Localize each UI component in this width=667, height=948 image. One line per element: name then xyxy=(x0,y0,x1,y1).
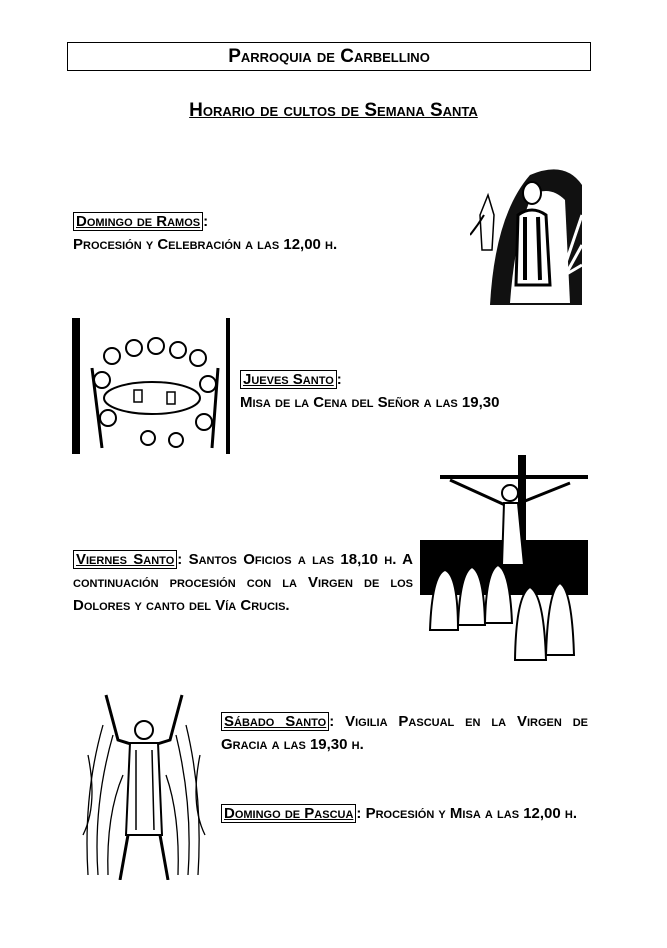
resurrection-illustration xyxy=(78,685,210,880)
event-good-friday: Viernes Santo : Santos Oficios a las 18,10 h. A continuación procesión con la Virgen de los Dolores y canto del Vía Crucis. xyxy=(73,551,413,614)
event-day: Domingo de Ramos xyxy=(73,212,203,231)
event-holy-thursday: Jueves Santo : Misa de la Cena del Señor a las 19,30 xyxy=(240,368,600,414)
event-holy-saturday: Sábado Santo : Vigilia Pascual en la Virgen de Gracia a las 19,30 h. xyxy=(221,713,588,753)
event-text: Misa de la Cena del Señor a las 19,30 xyxy=(240,394,500,411)
event-day: Sábado Santo xyxy=(221,712,329,731)
event-text: Procesión y Celebración a las 12,00 h. xyxy=(73,236,338,253)
event-day: Jueves Santo xyxy=(240,370,337,389)
event-text: Santos Oficios a las 18,10 h. A continuación procesión con la Virgen de los Dolores y canto del Vía Crucis. xyxy=(73,551,413,614)
event-text: Vigilia Pascual en la Virgen de Gracia a las 19,30 h. xyxy=(221,713,588,753)
event-day: Viernes Santo xyxy=(73,550,177,569)
palm-sunday-illustration xyxy=(470,155,585,307)
event-palm-sunday: Domingo de Ramos : Procesión y Celebración a las 12,00 h. xyxy=(73,210,433,256)
event-day: Domingo de Pascua xyxy=(221,804,356,823)
last-supper-illustration xyxy=(72,318,230,454)
crucifixion-illustration xyxy=(420,455,588,665)
parish-name: Parroquia de Carbellino xyxy=(67,42,591,71)
page-title: Horario de cultos de Semana Santa xyxy=(189,100,478,121)
event-text: Procesión y Misa a las 12,00 h. xyxy=(365,805,578,822)
event-easter-sunday: Domingo de Pascua : Procesión y Misa a las 12,00 h. xyxy=(221,802,588,825)
